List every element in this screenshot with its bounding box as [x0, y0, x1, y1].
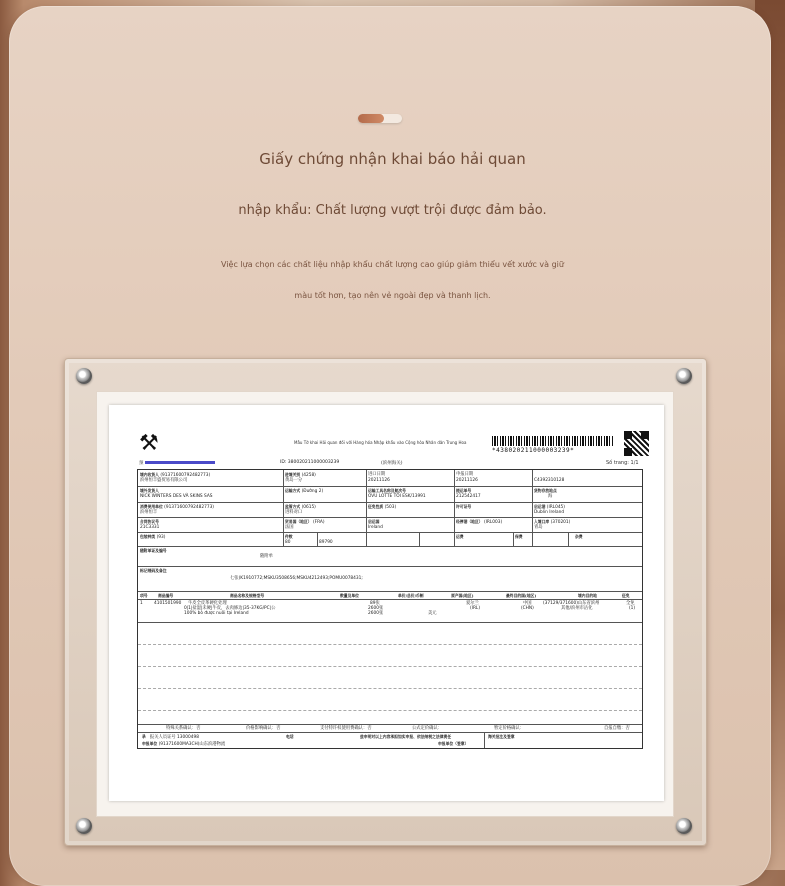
price-impact: 价格影响确认：否	[246, 726, 281, 731]
provisional-pricing: 暂定价格确认：	[494, 726, 525, 731]
origin-country-name: Ireland	[368, 525, 383, 530]
pieces-label: 件数	[285, 534, 293, 539]
customs-emblem-icon: ⚒	[139, 431, 159, 456]
entry-port-code: (370201)	[550, 520, 571, 525]
document-header: Mẫu Tờ khai Hải quan đối với Hàng hóa Nhập khẩu vào Cộng hòa Nhân dân Trung Hoa	[294, 440, 467, 445]
col-tax-treatment: 征免	[622, 593, 630, 598]
tax-nature-label: 征免性质	[368, 504, 384, 509]
contract-value: 21C3331	[140, 525, 160, 530]
supervision-code: (0615)	[301, 505, 316, 510]
screw-icon	[76, 368, 92, 384]
import-date-label: 进口日期	[368, 472, 386, 477]
pack-value: (93)	[156, 535, 166, 540]
col-quantity: 数量及单位	[340, 593, 359, 598]
storage-value: 海	[548, 494, 553, 499]
consignee-name: 滨州恒丰盛贸易有限公司	[140, 478, 188, 483]
item-domestic-destination: (37129/371600)山东省滨州	[543, 601, 600, 606]
freight-label: 运费	[456, 534, 464, 539]
stop-port-label: 经停港（地区）	[456, 519, 483, 524]
col-destination: 最终目的国(地区)	[506, 593, 537, 598]
tel-label: 电话	[286, 734, 294, 739]
item-qty-3: 2600张	[368, 611, 384, 616]
col-commodity-code: 商品编号	[158, 593, 174, 598]
trade-country-label: 贸易国（地区）	[285, 519, 312, 524]
depart-port-code: (IRL045)	[546, 505, 565, 510]
registration-no: ID: 380020211000003239	[280, 460, 340, 465]
user-code: (91371600792482773)	[164, 505, 214, 510]
self-declare: 自报自缴：否	[604, 726, 630, 731]
formula-pricing: 公式定价确认：	[412, 726, 443, 731]
consignee-label: 境内收货人	[140, 472, 159, 477]
user-label: 消费使用单位	[140, 504, 163, 509]
col-origin: 原产国(地区)	[451, 593, 474, 598]
bill-value: 212542417	[456, 494, 481, 499]
bill-label: 提运单号	[456, 488, 472, 493]
barcode-number: *438020211000003239*	[492, 447, 575, 454]
page-title-line-2: nhập khẩu: Chất lượng vượt trội được đảm bảo.	[238, 203, 547, 218]
barcode-icon	[492, 436, 614, 446]
item-destination-code: (CHN)	[521, 606, 534, 611]
declarant-label: 申报单位	[142, 741, 158, 746]
declarant-seal: 申报单位（签章）	[438, 741, 469, 746]
item-qty-2: 2600张	[368, 606, 384, 611]
col-domestic-destination: 境内目的地	[578, 593, 597, 598]
page-number: Số trang: 1/1	[606, 460, 639, 466]
item-name-1: 牛皮全皮革硬化处理	[188, 601, 227, 606]
entry-port-label: 入境口岸	[534, 519, 550, 524]
declaration-form-grid	[137, 469, 643, 749]
attached-docs-value: 随附单	[260, 554, 273, 559]
preentry-no: 预	[139, 460, 215, 466]
screw-icon	[76, 818, 92, 834]
import-port-name: 黄岛一分	[285, 478, 303, 483]
declare-date: 20211126	[456, 478, 478, 483]
declare-date-label: 申报日期	[456, 472, 474, 477]
item-no: 1	[140, 601, 143, 606]
col-item-no: 项号	[140, 593, 148, 598]
col-price: 单价/总价/币制	[398, 593, 424, 598]
import-port-code: (4258)	[301, 473, 316, 478]
vessel-value: OVU LOTTE TÔI ESK/13991	[368, 494, 426, 499]
description-line-2: màu tốt hơn, tạo nên vẻ ngoài đẹp và thanh lịch.	[294, 291, 491, 300]
item-tax: 全免	[626, 601, 635, 606]
item-qty-1: 89张	[370, 601, 380, 606]
import-date: 20211126	[368, 478, 390, 483]
slide-indicator-active	[358, 114, 384, 123]
stop-port-code: (IRL003)	[483, 520, 503, 525]
royalty: 支付特许权使用费确认：否	[320, 726, 372, 731]
item-origin: 爱尔兰	[466, 601, 479, 606]
customs-department: (滨州海关)	[381, 461, 403, 466]
foreign-shipper-label: 境外发货人	[140, 488, 159, 493]
transport-label: 运输方式	[285, 488, 301, 493]
transport-value: (Đường 2)	[301, 489, 324, 494]
record-no: C4392310128	[534, 478, 565, 483]
special-relation: 特殊关系确认：否	[166, 726, 201, 731]
screw-icon	[676, 818, 692, 834]
gross-weight: 89790	[319, 540, 333, 545]
item-destination: 中国	[523, 601, 532, 606]
pieces-value: 80	[285, 540, 291, 545]
entry-person-label: 录	[142, 734, 146, 739]
item-origin-code: (IRL)	[470, 606, 480, 611]
consignee-code: (91371600792482773)	[160, 473, 211, 478]
customs-annotation-label: 海关批注及签章	[488, 734, 515, 739]
trade-country-name: 法国	[285, 525, 294, 530]
item-name-2: 0|1|盐湿|未硬|牛皮，去肉修边|35-37KG/PC|公	[184, 606, 276, 611]
depart-port-label: 启运港	[534, 504, 546, 509]
slide-indicator[interactable]	[358, 114, 402, 123]
storage-label: 货物存放地点	[534, 488, 557, 493]
marks-value: 七张(K1910772;MSKU3508656;MSKU4212493;POMU0078431;	[230, 576, 363, 581]
supervision-name: 进料对口	[285, 510, 303, 515]
declaration-statement: 兹申明对以上内容承担如实申报、依法纳税之法律责任	[360, 734, 452, 739]
pack-label: 包装种类	[140, 534, 156, 539]
col-commodity-name: 商品名称及规格型号	[230, 593, 265, 598]
item-name-3: 100% bò được nuôi tại Ireland	[184, 611, 249, 616]
depart-port-name: Dublin Ireland	[534, 510, 565, 515]
item-tax-code: (1)	[629, 606, 636, 611]
supervision-label: 监管方式	[285, 504, 301, 509]
import-port-label: 进境关别	[285, 472, 301, 477]
entry-person-value: 报关人员证号 13000498	[149, 735, 199, 740]
entry-port-name: 青岛	[534, 525, 543, 530]
description-line-1: Việc lựa chọn các chất liệu nhập khẩu chất lượng cao giúp giảm thiểu vết xước và giữ	[221, 260, 564, 269]
misc-fee-label: 杂费	[575, 534, 583, 539]
license-label: 许可证号	[456, 504, 472, 509]
item-domestic-destination-2: 其他/滨州市沾化	[561, 606, 593, 611]
trade-country-code: (FRA)	[312, 520, 325, 525]
marks-label: 标记唛码及备注	[140, 568, 167, 573]
user-name: 滨州恒丰	[140, 510, 158, 515]
foreign-shipper-name: NICK WINTERS DES VÀ SKINS SAS	[140, 494, 213, 499]
qr-code-icon	[624, 431, 649, 456]
item-code: 4101501990	[154, 601, 182, 606]
vessel-label: 运输工具名称及航次号	[368, 488, 406, 493]
origin-country-label: 启运国	[368, 519, 380, 524]
declarant-value: (91371600MA3CH)山东滨港物流	[158, 742, 226, 747]
item-currency: 美元	[428, 611, 437, 616]
customs-declaration-document	[109, 405, 664, 801]
page-title-line-1: Giấy chứng nhận khai báo hải quan	[259, 150, 526, 168]
contract-label: 合同协议号	[140, 519, 159, 524]
attached-docs-label: 随附单证及编号	[140, 548, 167, 553]
tax-nature-code: (503)	[384, 505, 397, 510]
screw-icon	[676, 368, 692, 384]
insurance-label: 保费	[515, 534, 523, 539]
